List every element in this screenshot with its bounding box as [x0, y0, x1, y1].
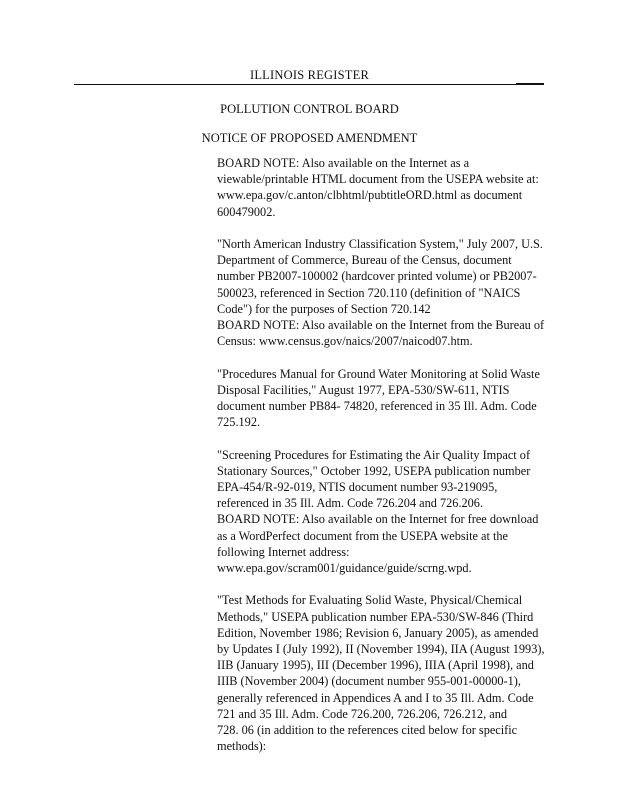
notice-title: NOTICE OF PROPOSED AMENDMENT	[201, 131, 418, 145]
header-rule-accent	[516, 83, 544, 85]
paragraph-naics: "North American Industry Classification System," July 2007, U.S. Department of Commerce, Bureau of the Census, document number PB2007-100002 (hardcover printed volume) or PB2007- 500023, referenced in Section 720.110 (definition of "NAICS Code") for the purposes of Section 720.142 BOARD NOTE: Also available on the Internet from the Bureau of Census: www.census.gov/naics/2007/naicod07.htm.	[217, 237, 545, 349]
document-body	[217, 155, 547, 754]
paragraph-test-methods: "Test Methods for Evaluating Solid Waste, Physical/Chemical Methods," USEPA publication number EPA-530/SW-846 (Third Edition, November 1986; Revision 6, January 2005), as amended by Updates I (July 1992), II (November 1994), IIA (August 1993), IIB (January 1995), III (December 1996), IIIA (April 1998), and IIIB (November 2004) (document number 955-001-00000-1), generally referenced in Appendices A and I to 35 Ill. Adm. Code 721 and 35 Ill. Adm. Code 726.200, 726.206, 726.212, and 728. 06 (in addition to the references cited below for specific methods):	[217, 593, 545, 754]
paragraph-ground-water-manual: "Procedures Manual for Ground Water Monitoring at Solid Waste Disposal Facilities," August 1977, EPA-530/SW-611, NTIS document number PB84- 74820, referenced in 35 Ill. Adm. Code 725.192.	[217, 366, 540, 430]
header-rule	[74, 84, 544, 85]
paragraph-screening-procedures: "Screening Procedures for Estimating the Air Quality Impact of Stationary Sources," October 1992, USEPA publication number EPA-454/R-92-019, NTIS document number 93-219095, referenced in 35 Ill. Adm. Code 726.204 and 726.206. BOARD NOTE: Also available on the Internet for free download as a WordPerfect document from the USEPA website at the following Internet address: www.epa.gov/scram001/guidance/guide/scrng.wpd.	[217, 447, 539, 576]
page-header-title: ILLINOIS REGISTER	[249, 68, 369, 82]
agency-name: POLLUTION CONTROL BOARD	[220, 102, 399, 116]
paragraph-board-note-usepa: BOARD NOTE: Also available on the Internet as a viewable/printable HTML document from the USEPA website at: www.epa.gov/c.anton/clbhtml/pubtitleORD.html as document 600479002.	[217, 156, 539, 219]
